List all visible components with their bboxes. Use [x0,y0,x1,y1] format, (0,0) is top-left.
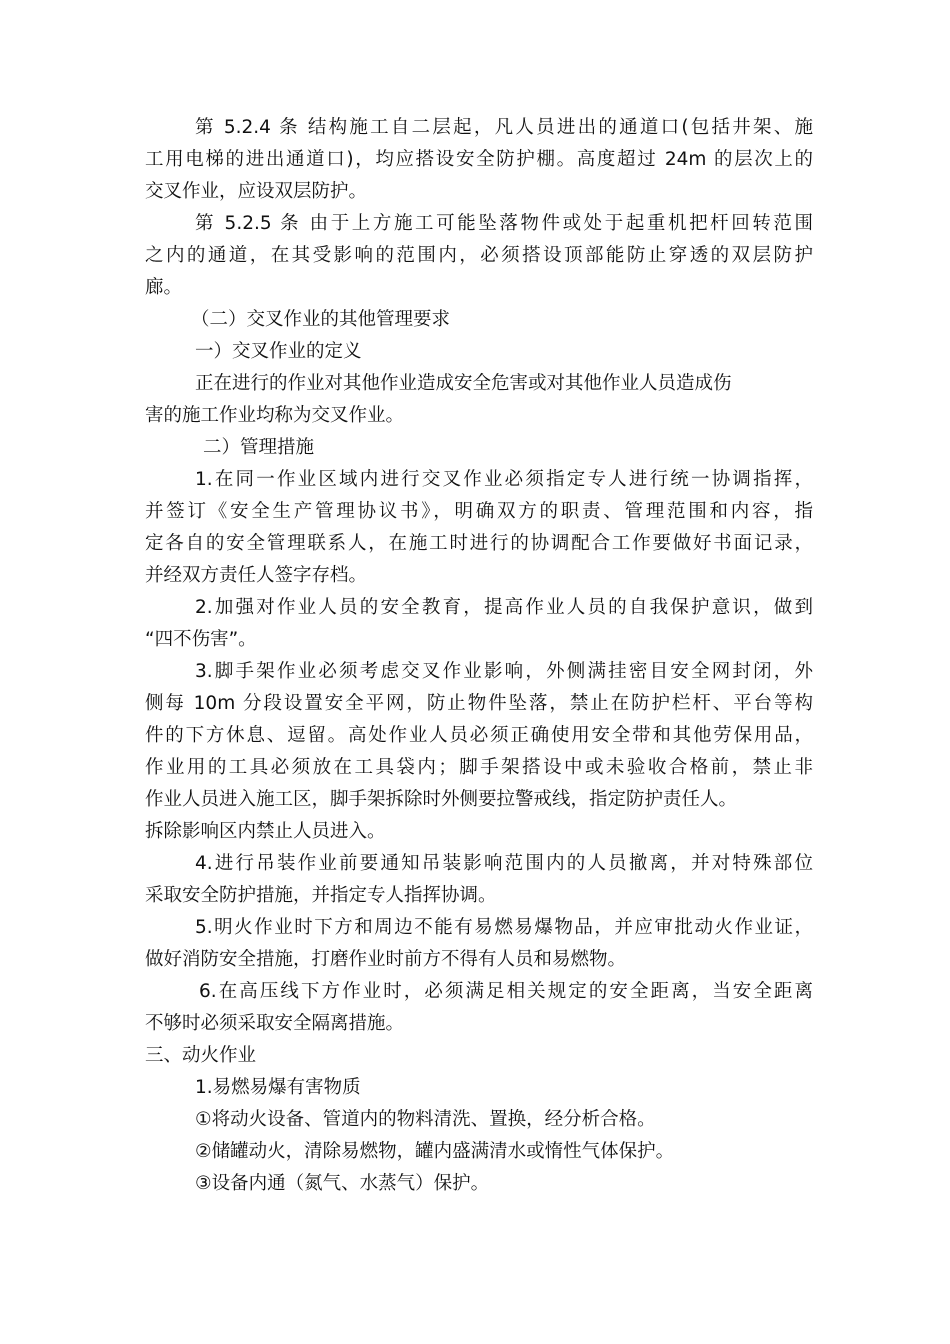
measure-4-line-1: 4.进行吊装作业前要通知吊装影响范围内的人员撤离，并对特殊部位 [195,853,813,874]
section-heading-cross-work: （二）交叉作业的其他管理要求 [191,309,451,330]
subheading-hazardous-substances: 1.易燃易爆有害物质 [195,1077,361,1098]
measure-5-line-1: 5.明火作业时下方和周边不能有易燃易爆物品，并应审批动火作业证， [195,917,813,938]
measure-1-line-3: 定各自的安全管理联系人，在施工时进行的协调配合工作要做好书面记录， [145,533,813,554]
measure-3-line-3: 件的下方休息、逗留。高处作业人员必须正确使用安全带和其他劳保用品， [145,725,813,746]
article-5-2-5-line-2: 之内的通道，在其受影响的范围内，必须搭设顶部能防止穿透的双层防护 [145,245,813,266]
measure-6-line-1: 6.在高压线下方作业时，必须满足相关规定的安全距离，当安全距离 [199,981,813,1002]
measure-3-line-5: 作业人员进入施工区，脚手架拆除时外侧要拉警戒线，指定防护责任人。 [145,789,738,810]
hazard-list-item-2: ②储罐动火，清除易燃物，罐内盛满清水或惰性气体保护。 [195,1141,675,1162]
measure-3-line-6: 拆除影响区内禁止人员进入。 [145,821,386,842]
measure-2-line-1: 2.加强对作业人员的安全教育，提高作业人员的自我保护意识，做到 [195,597,813,618]
article-5-2-4-line-2: 工用电梯的进出通道口)，均应搭设安全防护棚。高度超过 24m 的层次上的 [145,149,813,170]
definition-line-1: 正在进行的作业对其他作业造成安全危害或对其他作业人员造成伤 [195,373,732,394]
measure-3-line-2: 侧每 10m 分段设置安全平网，防止物件坠落，禁止在防护栏杆、平台等构 [145,693,813,714]
measure-2-line-2: “四不伤害”。 [145,629,257,650]
measure-4-line-2: 采取安全防护措施，并指定专人指挥协调。 [145,885,497,906]
article-5-2-5-line-1: 第 5.2.5 条 由于上方施工可能坠落物件或处于起重机把杆回转范围 [195,213,813,234]
measure-1-line-1: 1.在同一作业区域内进行交叉作业必须指定专人进行统一协调指挥， [195,469,813,490]
article-5-2-5-line-3: 廊。 [145,277,183,298]
article-5-2-4-line-3: 交叉作业，应设双层防护。 [145,181,368,202]
hazard-list-item-1: ①将动火设备、管道内的物料清洗、置换，经分析合格。 [195,1109,656,1130]
document-body [145,112,813,1200]
measure-6-line-2: 不够时必须采取安全隔离措施。 [145,1013,405,1034]
measure-5-line-2: 做好消防安全措施，打磨作业时前方不得有人员和易燃物。 [145,949,627,970]
measure-3-line-1: 3.脚手架作业必须考虑交叉作业影响，外侧满挂密目安全网封闭，外 [195,661,813,682]
subheading-definition: 一）交叉作业的定义 [195,341,362,362]
measure-1-line-4: 并经双方责任人签字存档。 [145,565,368,586]
measure-3-line-4: 作业用的工具必须放在工具袋内；脚手架搭设中或未验收合格前，禁止非 [145,757,813,778]
measure-1-line-2: 并签订《安全生产管理协议书》，明确双方的职责、管理范围和内容，指 [145,501,813,522]
section-heading-hot-work: 三、动火作业 [145,1045,257,1066]
definition-line-2: 害的施工作业均称为交叉作业。 [145,405,405,426]
subheading-measures: 二）管理措施 [203,437,315,458]
article-5-2-4-line-1: 第 5.2.4 条 结构施工自二层起，凡人员进出的通道口(包括井架、施 [195,117,813,138]
hazard-list-item-3: ③设备内通（氮气、水蒸气）保护。 [195,1173,490,1194]
